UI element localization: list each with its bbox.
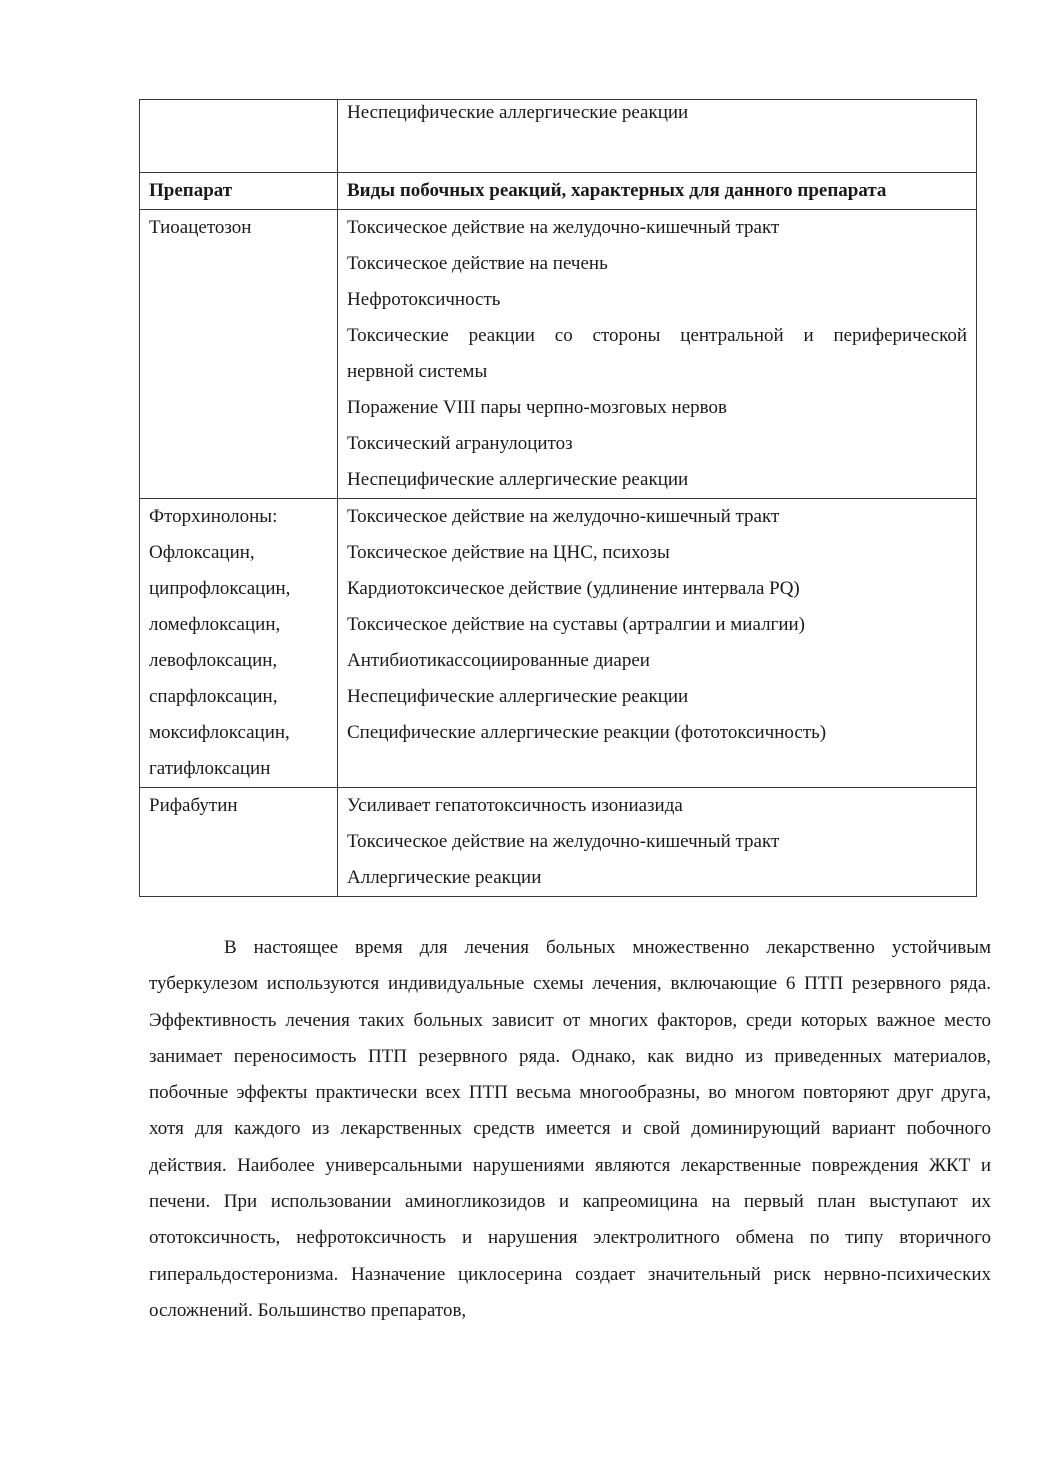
reaction-item: Нефротоксичность [347, 289, 501, 310]
cell-text: Неспецифические аллергические реакции [347, 102, 689, 123]
reaction-item: Поражение VIII пары черпно-мозговых нервов [347, 397, 727, 418]
reaction-item: Токсический агранулоцитоз [347, 433, 573, 454]
reaction-item: Антибиотикассоциированные диареи [347, 650, 650, 671]
reaction-item: Аллергические реакции [347, 867, 542, 888]
reaction-item: Токсическое действие на желудочно-кишечный тракт [347, 831, 780, 852]
drug-name: левофлоксацин, [149, 650, 278, 671]
table-cell-drug [140, 499, 338, 788]
drug-name: Фторхинолоны: [149, 506, 278, 527]
header-text: Препарат [149, 180, 233, 201]
reaction-item: Токсическое действие на печень [347, 253, 608, 274]
table-cell-reactions [338, 788, 977, 897]
drug-name: ципрофлоксацин, [149, 578, 291, 599]
table-row [140, 100, 977, 173]
drug-name: Рифабутин [149, 795, 238, 816]
table-cell-drug [140, 210, 338, 499]
table-cell-reactions [338, 100, 977, 173]
reaction-item: Токсическое действие на ЦНС, психозы [347, 542, 670, 563]
drug-name: ломефлоксацин, [149, 614, 281, 635]
table-row [140, 499, 977, 788]
reaction-item: Токсическое действие на желудочно-кишечный тракт [347, 506, 780, 527]
reaction-item: Усиливает гепатотоксичность изониазида [347, 795, 683, 816]
drug-name: гатифлоксацин [149, 758, 271, 779]
reaction-item: Специфические аллергические реакции (фототоксичность) [347, 722, 827, 743]
header-text: Виды побочных реакций, характерных для данного препарата [347, 180, 887, 201]
reaction-item: Токсические реакции со стороны центральной и периферической [347, 325, 967, 346]
reaction-item: Неспецифические аллергические реакции [347, 686, 689, 707]
table-header-row [140, 173, 977, 210]
column-header-reactions [338, 173, 977, 210]
body-text [149, 930, 991, 1329]
reaction-item: Токсическое действие на суставы (артралгии и миалгии) [347, 614, 806, 635]
table-row [140, 788, 977, 897]
drug-name: Тиоацетозон [149, 217, 252, 238]
drug-name: спарфлоксацин, [149, 686, 278, 707]
reaction-item: нервной системы [347, 361, 488, 382]
paragraph: В настоящее время для лечения больных множественно лекарственно устойчивым туберкулезом используются индивидуальные схемы лечения, включающие 6 ПТП резервного ряда. Эффективность лечения таких больных зависит от многих факторов, среди которых важное место занимает переносимость ПТП резервного ряда. Однако, как видно из приведенных материалов, побочные эффекты практически всех ПТП весьма многообразны, во многом повторяют друг друга, хотя для каждого из лекарственных средств имеется и свой доминирующий вариант побочного действия. Наиболее универсальными нарушениями являются лекарственные повреждения ЖКТ и печени. При использовании аминогликозидов и капреомицина на первый план выступают их ототоксичность, нефротоксичность и нарушения электролитного обмена по типу вторичного гиперальдостеронизма. Назначение циклосерина создает значительный риск нервно-психических осложнений. Большинство препаратов, [149, 937, 991, 1321]
reaction-item: Кардиотоксическое действие (удлинение интервала PQ) [347, 578, 800, 599]
reaction-item: Токсическое действие на желудочно-кишечный тракт [347, 217, 780, 238]
drug-name: Офлоксацин, [149, 542, 255, 563]
drug-name: моксифлоксацин, [149, 722, 290, 743]
reaction-item: Неспецифические аллергические реакции [347, 469, 689, 490]
table-row [140, 210, 977, 499]
table-cell-drug [140, 788, 338, 897]
table-cell-reactions [338, 499, 977, 788]
table-cell-drug [140, 100, 338, 173]
column-header-drug [140, 173, 338, 210]
side-effects-table [139, 99, 977, 897]
table-cell-reactions [338, 210, 977, 499]
